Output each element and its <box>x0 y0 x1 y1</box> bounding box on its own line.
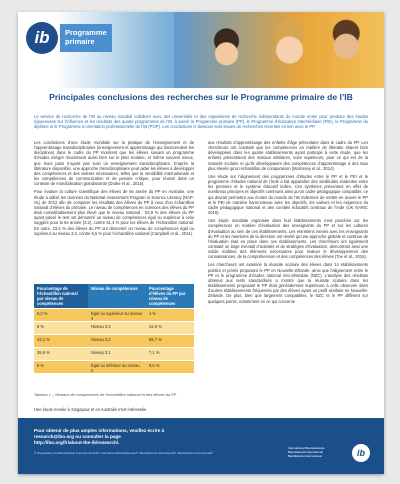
table-header-row <box>34 284 194 309</box>
document-page <box>18 12 384 474</box>
table-cell: 0,3 % <box>37 310 48 316</box>
org-line-3: Bachillerato Internacional <box>288 454 322 458</box>
contact-info <box>34 428 204 447</box>
table-cell: 39,6 % <box>37 349 50 355</box>
table-row <box>34 335 194 348</box>
footer-band <box>18 418 384 474</box>
table-cell: 58,7 % <box>149 336 162 342</box>
left-paragraph-2: Pour évaluer la culture scientifique des élèves de 6e année du PP en Australie, une étude a utilisé les données du National Assessment Program in Science Literacy (NAP-SL) de 2012 afin de comparer les résultats des élèves du PP à ceux d’un échantillon national d’élèves du primaire. Le niveau de compétences en sciences des élèves du PP était considérablement plus élevé que le niveau national : 83,9 % des élèves du PP ayant passé le test ont démontré un niveau de compétences égal ou supérieur à celui suggéré pour la 6e année (3.2), contre 51,4 % pour les élèves de l’échantillon national. En outre, 23,6 % des élèves du PP ont démontré un niveau de compétences égal ou supérieur au niveau 3.3, contre 5,5 % pour l’échantillon national (Campbell et al., 2014). <box>34 189 194 236</box>
children-photo <box>174 12 384 88</box>
results-table <box>34 284 194 374</box>
left-paragraph-1: Les conclusions d’une étude mondiale sur la pratique de l’enseignement et de l’apprentissage transdisciplinaires (enseignement et apprentissage qui transcendent les disciplines) dans le cadre du PP montrent que les élèves suivant un programme d’études intégré réussissent aussi bien sur le plan scolaire, et même souvent mieux, que leurs pairs n’ayant pas suivi un enseignement transdisciplinaire. D’après la littérature disponible, une approche transdisciplinaire peut aider les élèves à développer des compétences et des valeurs nécessaires, telles que la sensibilité internationale et les compétences de communication et de pensée critique, pour réussir dans un contexte de mondialisation grandissante (Drake et al., 2015). <box>34 140 194 187</box>
programme-label <box>60 24 112 52</box>
table-cell: 7,1 % <box>149 349 160 355</box>
right-column <box>208 140 368 307</box>
table-row <box>34 322 194 335</box>
ib-logo-icon: ib <box>26 22 58 54</box>
table-header-cell: Niveau de compétences <box>88 284 146 308</box>
table-cell: 9 % <box>37 362 45 368</box>
table-cell: Égal ou inférieur au niveau 2 <box>91 362 140 373</box>
table-cell: Égal ou supérieur au niveau 4 <box>91 310 142 321</box>
footer-ib-logo-icon: ib <box>352 444 370 462</box>
right-paragraph-2: Une étude sur l’alignement des programmes d’études entre le PP et le PEI et le programme d’études national de l’Inde a fait apparaître des similitudes évidentes entre les premiers et le système éducatif indien. Ces systèmes présentent en effet de nombreux principes et objectifs communs ainsi qu’un cadre pédagogique compatible, ce qui devrait permettre aux écoles du monde de l’IB indiennes de mettre en œuvre le PP et le PEI de manière harmonieuse avec les objectifs, les valeurs et les exigences du cadre pédagogique national et des comités éducatifs centraux de l’Inde (UK NARIC 2016). <box>208 173 368 216</box>
table-cell: Niveau 3.1 <box>91 349 111 355</box>
table-cell: 22,6 % <box>149 323 162 329</box>
left-paragraph-3: Une étude menée à Singapour et en Australie s’est intéressée <box>34 407 147 412</box>
intro-paragraph: Le service de recherche de l’IB au niveau mondial collabore avec des universités et des organismes de recherche indépendants du monde entier pour produire des études rigoureuses sur l’influence et les résultats des quatre programmes de l’IB, à savoir le Programme primaire (PP), le Programme d’éducation intermédiaire (PEI), le Programme du diplôme et le Programme à orientation professionnelle de l’IB (POP). Les conclusions ci-dessous sont issues de recherches récentes en lien avec le PP. <box>34 114 368 130</box>
table-cell: 9,6 % <box>149 362 160 368</box>
programme-line-1: Programme <box>65 28 107 37</box>
contact-line-1: Pour obtenir de plus amples informations, veuillez écrire à <box>34 428 165 433</box>
org-line-1: International Baccalaureate <box>288 446 325 450</box>
contact-email-link[interactable]: research@ibo.org ou consulter la page <box>34 434 121 440</box>
left-column <box>34 140 194 239</box>
table-cell: Niveau 3.2 <box>91 336 111 342</box>
table-cell: 5 % <box>37 323 45 329</box>
table-header-cell: Pourcentage de l’échantillon national par niveau de compétences <box>34 284 88 308</box>
right-paragraph-1: aux résultats d’apprentissage des enfants d’âge préscolaire dans le cadre du PP. Les chercheurs ont constaté que les compétences en matière de littératie étaient bien développées dans les quatre établissements ayant participé à cette étude, que les enfants présentaient des niveaux similaires, voire supérieurs, pour ce qui est de la maturité scolaire et qu’ils développaient des compétences d’apprentissage à des taux plus élevés qu’un échantillon de comparaison (Morrissey et al., 2014). <box>208 140 368 171</box>
table-row <box>34 361 194 374</box>
programme-line-2: primaire <box>65 37 95 46</box>
table-row <box>34 348 194 361</box>
table-cell: 42,1 % <box>37 336 50 342</box>
table-header-cell: Pourcentage d’élèves du PP par niveau de compétences <box>146 284 194 308</box>
table-row <box>34 309 194 322</box>
org-line-2: Baccalauréat International <box>288 450 323 454</box>
copyright-notice: © Organisation du Baccalauréat International 2016. International Baccalaureate® | Baccalauréat International® | Bachillerato Internacional® <box>34 451 213 455</box>
footer-org-name <box>288 446 348 458</box>
contact-url-link[interactable]: http://ibo.org/fr/about-the-ib/research/. <box>34 440 120 446</box>
table-cell: 1 % <box>149 310 157 316</box>
right-paragraph-4: Les chercheurs ont examiné la réussite scolaire des élèves dans 14 établissements publics et privés proposant le PP en Nouvelle-Zélande, ainsi que l’alignement entre le PP et le programme d’études national néo-zélandais (NZC). L’analyse des résultats obtenus aux tests standardisés a montré que la réussite scolaire dans les établissements proposant le PP était généralement supérieure à celle observée dans d’autres établissements fréquentés par des élèves ayant un profil similaire en Nouvelle-Zélande. De plus, bien que largement compatibles, le NZC et le PP diffèrent sur quelques points, notamment en ce qui concerne <box>208 262 368 304</box>
right-paragraph-3: Une étude mondiale organisée dans huit établissements s’est penchée sur les compétences en matière d’évaluation des enseignants du PP et sur les cultures d’évaluation au sein de ces établissements. Les entretiens menés avec les enseignants du PP et les membres de la direction ont révélé qu’une approche globale et continue de l’évaluation était en place dans ces établissements. Les chercheurs ont également constaté un large éventail d’activités et de stratégies d’évaluation, démontrant ainsi une solide maîtrise des éléments nécessaires pour évaluer le développement des connaissances, de la compréhension et des compétences des élèves (Toe et al., 2016). <box>208 218 368 260</box>
table-caption: Tableau 1 – Niveaux de compétences de l’échantillon national et des élèves du PP <box>34 392 177 397</box>
table-cell: Niveau 3.3 <box>91 323 111 329</box>
page-title: Principales conclusions des recherches sur le Programme primaire de l’IB <box>49 92 353 102</box>
header-banner <box>18 12 384 88</box>
